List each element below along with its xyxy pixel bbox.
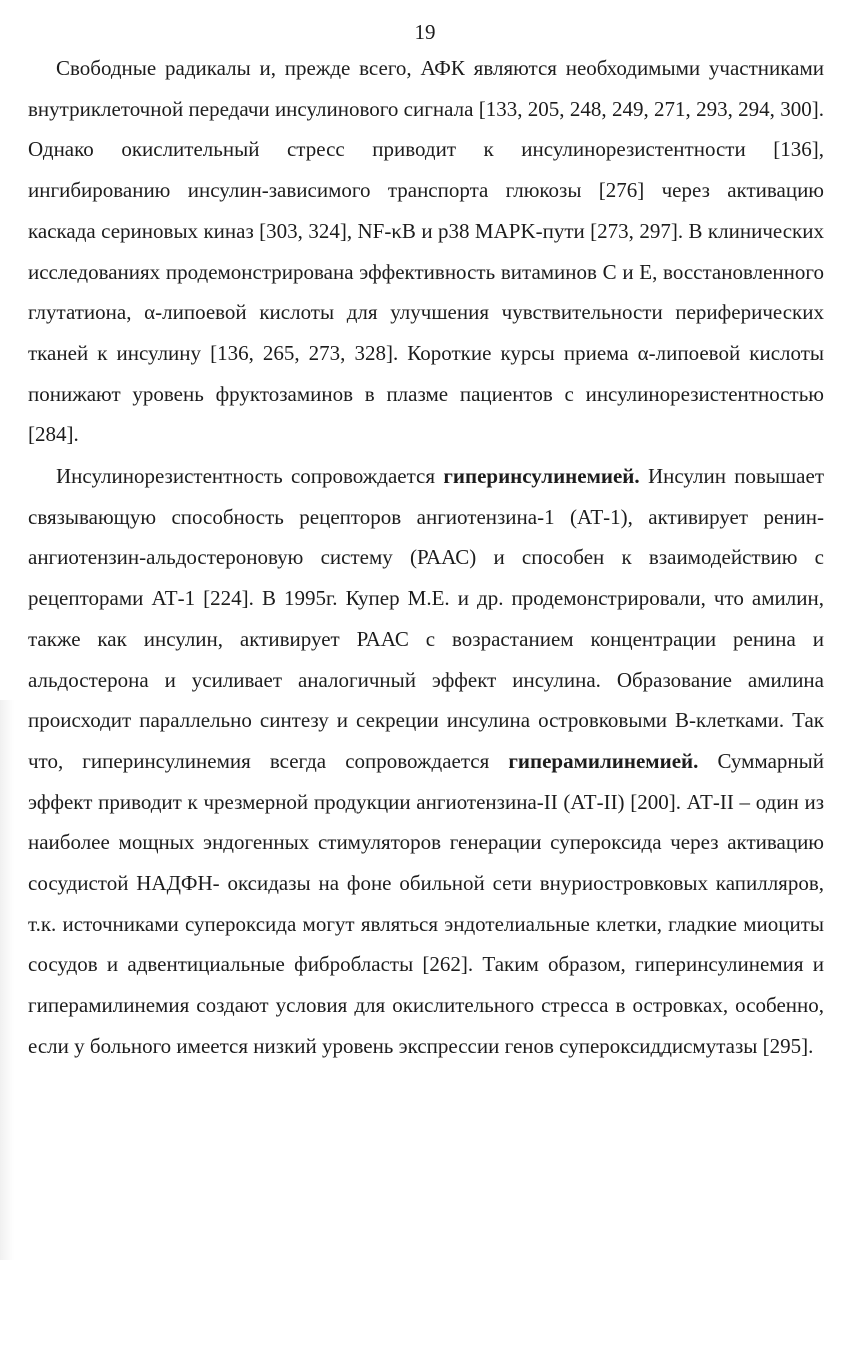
page-number: 19 [414, 20, 436, 44]
paragraph-hyperinsulinemia [28, 456, 824, 1067]
paragraph-text: Суммарный эффект приводит к чрезмерной продукции ангиотензина-II (АТ-II) [200]. АТ-II – один из наиболее мощных эндогенных стимуляторов генерации супероксида через активацию сосудистой НАДФН- оксидазы на фоне обильной сети внуриостровковых капилляров, т.к. источниками супероксида могут являться эндотелиальные клетки, гладкие миоциты сосудов и адвентициальные фибробласты [262]. Таким образом, гиперинсулинемия и гиперамилинемия создают условия для окислительного стресса в островках, особенно, если у больного имеется низкий уровень экспрессии генов супероксиддисмутазы [295]. [28, 748, 824, 1058]
body-text [28, 48, 824, 1067]
paragraph-free-radicals [28, 48, 824, 455]
scan-shadow [0, 700, 14, 1260]
paragraph-text: Свободные радикалы и, прежде всего, АФК являются необходимыми участниками внутриклеточной передачи инсулинового сигнала [133, 205, 248, 249, 271, 293, 294, 300]. Однако окислительный стресс приводит к инсулинорезистентности [136], ингибированию инсулин-зависимого транспорта глюкозы [276] через активацию каскада сериновых киназ [303, 324], NF-κB и p38 MAPK-пути [273, 297]. В клинических исследованиях продемонстрирована эффективность витаминов С и Е, восстановленного глутатиона, α-липоевой кислоты для улучшения чувствительности периферических тканей к инсулину [136, 265, 273, 328]. Короткие курсы приема α-липоевой кислоты понижают уровень фруктозаминов в плазме пациентов с инсулинорезистентностью [284]. [28, 56, 824, 447]
paragraph-text: Инсулинорезистентность сопровождается [56, 464, 444, 489]
bold-term-hyperamylinemia: гиперамилинемией. [508, 748, 699, 773]
paragraph-text: Инсулин повышает связывающую способность рецепторов ангиотензина-1 (АТ-1), активирует ренин-ангиотензин-альдостероновую систему (РААС) и способен к взаимодействию с рецепторами АТ-1 [224]. В 1995г. Купер М.Е. и др. продемонстрировали, что амилин, также как инсулин, активирует РААС с возрастанием концентрации ренина и альдостерона и усиливает аналогичный эффект инсулина. Образование амилина происходит параллельно синтезу и секреции инсулина островковыми В-клетками. Так что, гиперинсулинемия всегда сопровождается [28, 464, 824, 773]
bold-term-hyperinsulinemia: гиперинсулинемией. [443, 464, 640, 489]
